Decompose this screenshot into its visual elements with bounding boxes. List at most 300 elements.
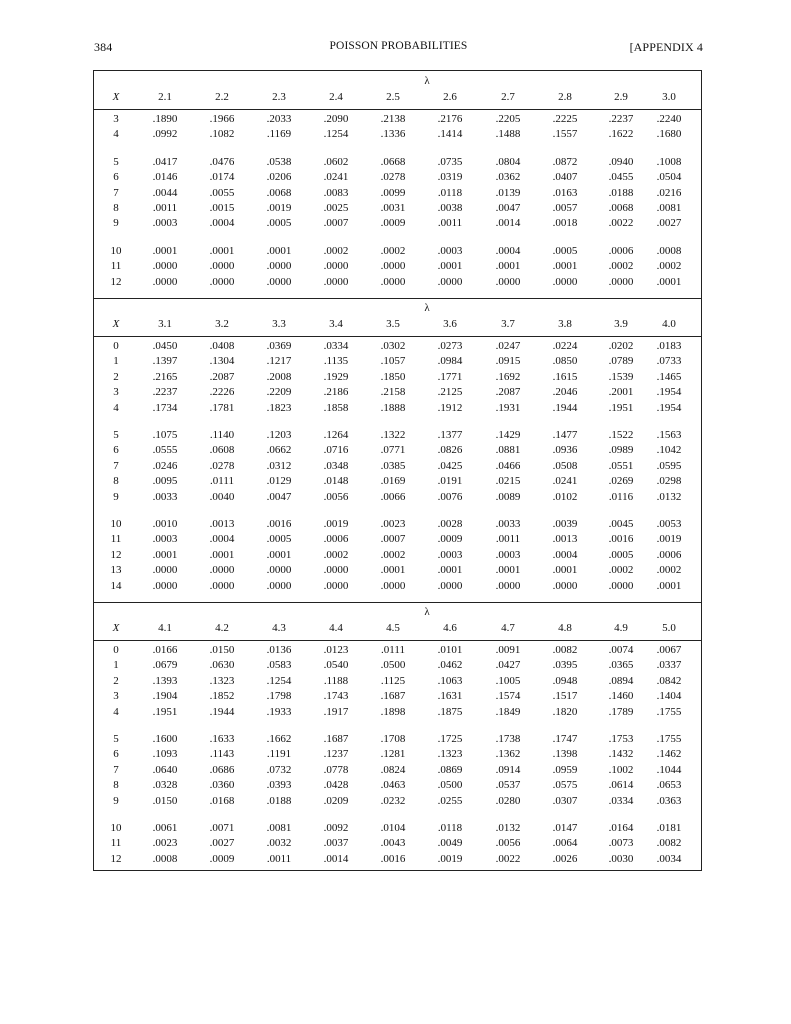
probability-cell: .1753 [608,733,634,745]
probability-cell: .0136 [266,644,292,656]
probability-cell: .0188 [266,794,292,807]
probability-cell: .0319 [437,171,463,184]
probability-cell: .1169 [266,128,292,141]
probability-cell: .0002 [608,260,634,273]
probability-cell: .0000 [608,579,634,592]
probability-cell: .0001 [209,244,235,257]
probability-cell: .0009 [209,852,235,865]
probability-cell: .1460 [608,690,634,703]
lambda-column-header: 3.1 [158,318,172,330]
probability-cell: .2046 [552,386,578,399]
probability-cell: .0551 [608,459,634,472]
probability-cell: .0463 [380,779,406,792]
probability-cell: .0804 [495,155,521,168]
probability-cell: .0395 [552,659,578,672]
probability-cell: .0004 [209,217,235,230]
probability-cell: .1140 [209,429,235,441]
probability-cell: .0640 [152,763,178,776]
probability-cell: .0013 [552,533,578,546]
probability-cell: .1966 [209,113,235,125]
probability-cell: .1404 [656,690,682,703]
probability-cell: .1217 [266,355,292,368]
x-value: 11 [110,260,122,273]
lambda-column-header: 4.0 [662,318,676,330]
probability-cell: .0191 [437,475,463,488]
probability-cell: .1852 [209,690,235,703]
probability-cell: .0000 [552,579,578,592]
page-number: 384 [94,40,113,54]
probability-cell: .0000 [209,564,235,577]
lambda-column-header: 3.0 [662,91,676,103]
probability-cell: .0232 [380,794,406,807]
probability-cell: .1917 [323,705,349,718]
header-rule [94,336,701,337]
probability-cell: .0216 [656,186,682,199]
probability-cell: .0082 [552,644,578,656]
probability-cell: .0001 [495,260,521,273]
probability-cell: .1281 [380,748,406,761]
probability-cell: .2138 [380,113,406,125]
probability-cell: .1933 [266,705,292,718]
probability-cell: .0016 [380,852,406,865]
probability-cell: .1954 [656,401,682,414]
lambda-column-header: 4.6 [443,622,457,634]
probability-cell: .0183 [656,340,682,352]
probability-cell: .0056 [323,490,349,503]
probability-cell: .1323 [437,748,463,761]
probability-cell: .0071 [209,822,235,834]
probability-cell: .1951 [608,401,634,414]
x-value: 6 [113,444,119,457]
probability-cell: .1042 [656,444,682,457]
probability-cell: .0169 [380,475,406,488]
x-value: 10 [110,822,122,834]
x-value: 12 [110,548,122,561]
probability-cell: .0174 [209,171,235,184]
probability-cell: .0011 [152,202,178,214]
probability-cell: .2125 [437,386,463,399]
probability-cell: .0000 [437,275,463,288]
probability-cell: .0504 [656,171,682,184]
probability-cell: .1687 [323,733,349,745]
probability-cell: .1823 [266,401,292,414]
probability-cell: .1488 [495,128,521,141]
probability-cell: .0000 [209,579,235,592]
probability-cell: .0002 [656,564,682,577]
probability-cell: .0992 [152,128,178,141]
lambda-column-header: 2.6 [443,91,457,103]
probability-cell: .2158 [380,386,406,399]
lambda-column-header: 3.5 [386,318,400,330]
probability-cell: .0417 [152,155,178,168]
probability-cell: .0215 [495,475,521,488]
probability-cell: .0733 [656,355,682,368]
probability-cell: .0000 [380,260,406,273]
probability-cell: .2237 [608,113,634,125]
probability-cell: .0146 [152,171,178,184]
probability-cell: .0455 [608,171,634,184]
probability-cell: .1135 [323,355,349,368]
probability-cell: .1082 [209,128,235,141]
probability-cell: .0869 [437,763,463,776]
probability-cell: .0064 [552,837,578,850]
probability-cell: .0428 [323,779,349,792]
probability-cell: .0037 [323,837,349,850]
probability-cell: .0614 [608,779,634,792]
probability-cell: .1849 [495,705,521,718]
probability-cell: .0022 [608,217,634,230]
page-title: POISSON PROBABILITIES [329,40,468,52]
probability-cell: .0989 [608,444,634,457]
lambda-column-header: 4.3 [272,622,286,634]
probability-cell: .0000 [495,275,521,288]
probability-cell: .0001 [152,548,178,561]
probability-cell: .0337 [656,659,682,672]
probability-cell: .0014 [323,852,349,865]
block-divider [94,298,701,299]
probability-cell: .1063 [437,674,463,687]
x-value: 9 [113,490,119,503]
probability-cell: .0000 [437,579,463,592]
probability-cell: .0328 [152,779,178,792]
probability-cell: .0019 [656,533,682,546]
probability-cell: .0011 [437,217,463,230]
probability-cell: .0076 [437,490,463,503]
probability-cell: .0074 [608,644,634,656]
probability-cell: .0031 [380,202,406,214]
probability-cell: .0348 [323,459,349,472]
probability-cell: .2008 [266,370,292,383]
x-value: 9 [113,217,119,230]
probability-cell: .0000 [323,564,349,577]
probability-cell: .1008 [656,155,682,168]
probability-cell: .1662 [266,733,292,745]
probability-cell: .1858 [323,401,349,414]
probability-cell: .2240 [656,113,682,125]
probability-cell: .2090 [323,113,349,125]
x-value: 12 [110,275,122,288]
probability-cell: .0278 [380,171,406,184]
probability-cell: .0068 [266,186,292,199]
probability-cell: .0032 [266,837,292,850]
probability-cell: .0008 [152,852,178,865]
x-value: 7 [113,763,119,776]
probability-cell: .0000 [266,275,292,288]
probability-cell: .1539 [608,370,634,383]
x-value: 11 [110,533,122,546]
probability-cell: .0789 [608,355,634,368]
probability-cell: .1771 [437,370,463,383]
lambda-column-header: 2.4 [329,91,343,103]
probability-cell: .0081 [266,822,292,834]
probability-cell: .0255 [437,794,463,807]
probability-cell: .0033 [495,518,521,530]
probability-cell: .0000 [266,579,292,592]
probability-cell: .1362 [495,748,521,761]
probability-cell: .2226 [209,386,235,399]
probability-cell: .0001 [380,564,406,577]
probability-cell: .0826 [437,444,463,457]
probability-cell: .1600 [152,733,178,745]
probability-cell: .0034 [656,852,682,865]
probability-cell: .0824 [380,763,406,776]
probability-cell: .0537 [495,779,521,792]
probability-cell: .1944 [552,401,578,414]
probability-cell: .0307 [552,794,578,807]
probability-cell: .1944 [209,705,235,718]
lambda-column-header: 2.7 [501,91,515,103]
probability-cell: .0011 [266,852,292,865]
probability-cell: .0003 [495,548,521,561]
probability-cell: .0148 [323,475,349,488]
probability-cell: .0280 [495,794,521,807]
probability-cell: .0073 [608,837,634,850]
probability-cell: .0001 [495,564,521,577]
probability-cell: .0241 [552,475,578,488]
probability-cell: .0000 [380,275,406,288]
probability-cell: .1188 [323,674,349,687]
probability-cell: .0686 [209,763,235,776]
probability-cell: .1322 [380,429,406,441]
probability-cell: .0001 [656,579,682,592]
probability-cell: .0000 [152,564,178,577]
section-label: [APPENDIX 4 [629,40,703,54]
probability-cell: .0002 [656,260,682,273]
probability-cell: .0018 [552,217,578,230]
probability-cell: .1254 [323,128,349,141]
probability-cell: .0003 [152,217,178,230]
probability-cell: .1522 [608,429,634,441]
x-value: 0 [113,340,119,352]
probability-cell: .0132 [656,490,682,503]
probability-cell: .0334 [608,794,634,807]
probability-cell: .0027 [209,837,235,850]
probability-cell: .1680 [656,128,682,141]
x-value: 6 [113,171,119,184]
lambda-column-header: 2.2 [215,91,229,103]
probability-cell: .0006 [656,548,682,561]
probability-cell: .0066 [380,490,406,503]
probability-cell: .1563 [656,429,682,441]
probability-cell: .0022 [495,852,521,865]
probability-cell: .0132 [495,822,521,834]
probability-cell: .0166 [152,644,178,656]
probability-cell: .0500 [380,659,406,672]
probability-cell: .0150 [152,794,178,807]
probability-cell: .0202 [608,340,634,352]
probability-cell: .0003 [152,533,178,546]
probability-cell: .0538 [266,155,292,168]
probability-cell: .0000 [209,275,235,288]
probability-cell: .0881 [495,444,521,457]
probability-cell: .0002 [323,244,349,257]
x-value: 4 [113,128,119,141]
probability-cell: .1898 [380,705,406,718]
probability-cell: .0001 [266,548,292,561]
probability-cell: .0842 [656,674,682,687]
probability-cell: .0273 [437,340,463,352]
probability-cell: .0241 [323,171,349,184]
lambda-column-header: 3.8 [558,318,572,330]
probability-cell: .2186 [323,386,349,399]
probability-cell: .1633 [209,733,235,745]
probability-cell: .0013 [209,518,235,530]
probability-cell: .0948 [552,674,578,687]
probability-cell: .0984 [437,355,463,368]
probability-cell: .0009 [437,533,463,546]
probability-cell: .1264 [323,429,349,441]
probability-cell: .0850 [552,355,578,368]
probability-cell: .0007 [323,217,349,230]
probability-cell: .0001 [266,244,292,257]
probability-cell: .0026 [552,852,578,865]
probability-cell: .0001 [552,564,578,577]
probability-cell: .0147 [552,822,578,834]
probability-cell: .0011 [495,533,521,546]
probability-cell: .0500 [437,779,463,792]
probability-cell: .1254 [266,674,292,687]
probability-cell: .0116 [608,490,634,503]
probability-cell: .1393 [152,674,178,687]
probability-cell: .0575 [552,779,578,792]
probability-cell: .0209 [323,794,349,807]
probability-cell: .0089 [495,490,521,503]
x-value: 1 [113,659,119,672]
x-column-header: X [112,622,120,634]
probability-cell: .1734 [152,401,178,414]
probability-cell: .0083 [323,186,349,199]
probability-cell: .0360 [209,779,235,792]
x-value: 2 [113,370,119,383]
probability-cell: .0653 [656,779,682,792]
probability-cell: .0508 [552,459,578,472]
probability-cell: .2225 [552,113,578,125]
probability-cell: .0247 [495,340,521,352]
x-value: 0 [113,644,119,656]
probability-cell: .1954 [656,386,682,399]
probability-cell: .0045 [608,518,634,530]
probability-cell: .0450 [152,340,178,352]
probability-cell: .1377 [437,429,463,441]
probability-cell: .0005 [266,217,292,230]
x-value: 3 [113,690,119,703]
probability-cell: .0555 [152,444,178,457]
probability-cell: .2209 [266,386,292,399]
probability-cell: .0362 [495,171,521,184]
probability-cell: .0092 [323,822,349,834]
x-value: 3 [113,113,119,125]
probability-cell: .0043 [380,837,406,850]
probability-cell: .1397 [152,355,178,368]
lambda-symbol: λ [424,302,430,314]
probability-cell: .0023 [152,837,178,850]
probability-cell: .1057 [380,355,406,368]
probability-cell: .0040 [209,490,235,503]
probability-cell: .0427 [495,659,521,672]
probability-cell: .0005 [608,548,634,561]
probability-cell: .1336 [380,128,406,141]
probability-cell: .0005 [266,533,292,546]
probability-cell: .0164 [608,822,634,834]
probability-cell: .0056 [495,837,521,850]
lambda-column-header: 4.9 [614,622,628,634]
probability-cell: .1093 [152,748,178,761]
lambda-column-header: 2.8 [558,91,572,103]
probability-cell: .2205 [495,113,521,125]
probability-cell: .0101 [437,644,463,656]
x-value: 13 [110,564,122,577]
probability-cell: .0001 [437,260,463,273]
probability-cell: .0278 [209,459,235,472]
probability-cell: .0393 [266,779,292,792]
x-value: 9 [113,794,119,807]
lambda-column-header: 3.6 [443,318,457,330]
x-value: 2 [113,674,119,687]
probability-cell: .1755 [656,733,682,745]
probability-cell: .1708 [380,733,406,745]
probability-cell: .0123 [323,644,349,656]
probability-cell: .0000 [152,275,178,288]
probability-cell: .0002 [608,564,634,577]
probability-cell: .0732 [266,763,292,776]
probability-cell: .0894 [608,674,634,687]
probability-cell: .1929 [323,370,349,383]
probability-cell: .0298 [656,475,682,488]
probability-cell: .0466 [495,459,521,472]
probability-cell: .0001 [209,548,235,561]
probability-cell: .0053 [656,518,682,530]
probability-cell: .0111 [210,475,234,488]
lambda-column-header: 3.9 [614,318,628,330]
probability-cell: .0630 [209,659,235,672]
probability-cell: .0150 [209,644,235,656]
x-value: 10 [110,244,122,257]
probability-cell: .0104 [380,822,406,834]
probability-cell: .0068 [608,202,634,214]
probability-cell: .1951 [152,705,178,718]
probability-cell: .0015 [209,202,235,214]
probability-cell: .0057 [552,202,578,214]
probability-cell: .1931 [495,401,521,414]
probability-cell: .0000 [209,260,235,273]
probability-cell: .0206 [266,171,292,184]
probability-cell: .0007 [380,533,406,546]
lambda-column-header: 4.5 [386,622,400,634]
x-value: 7 [113,459,119,472]
lambda-column-header: 3.3 [272,318,286,330]
probability-cell: .0000 [323,579,349,592]
x-value: 7 [113,186,119,199]
probability-cell: .2087 [495,386,521,399]
x-value: 8 [113,202,119,214]
probability-cell: .0940 [608,155,634,168]
probability-cell: .0000 [608,275,634,288]
x-value: 4 [113,705,119,718]
probability-cell: .2165 [152,370,178,383]
x-value: 3 [113,386,119,399]
probability-cell: .0091 [495,644,521,656]
probability-cell: .0365 [608,659,634,672]
probability-cell: .0033 [152,490,178,503]
probability-cell: .1075 [152,429,178,441]
probability-cell: .0028 [437,518,463,530]
x-value: 8 [113,779,119,792]
lambda-column-header: 4.4 [329,622,343,634]
probability-cell: .0000 [495,579,521,592]
probability-cell: .0038 [437,202,463,214]
probability-cell: .0771 [380,444,406,457]
probability-cell: .0302 [380,340,406,352]
